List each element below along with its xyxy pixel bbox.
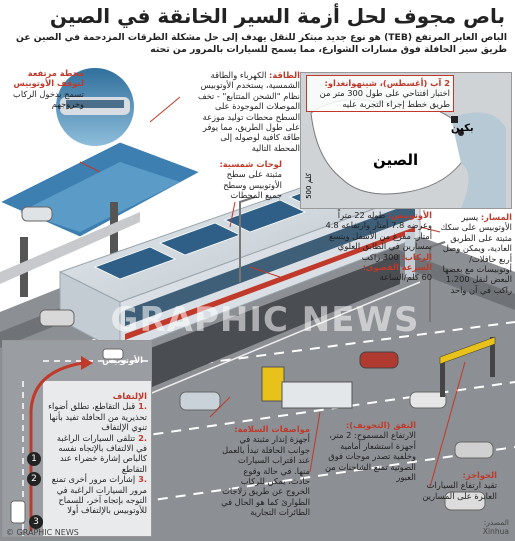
- speed-title: السرعة القصوى:: [362, 262, 432, 273]
- intro-text: الباص العابر المرتفع (TEB) هو نوع جديد مبتكر للنقل يهدف إلى حل مشكلة الطرقات المزدحمة في الصين عن طريق سير الحافلة فوق مسارات الشوارع، مما يسمح للسيارات بالمرور من تحته: [16, 32, 507, 55]
- bus-callout: [322, 210, 432, 283]
- solar-title: لوحات شمسية:: [219, 159, 282, 169]
- solar-body: مثبتة على سطح الأوتوبيس وسطح جميع المحطات: [223, 169, 282, 201]
- turn-step-2: .2 تتلقى السيارات الراغبة في الالتفاف بالإتجاه نفسه كالباص إشارة خضراء عند التقاطع: [56, 432, 147, 474]
- station-title: محطة مرتفعة لتوقف الأوتوبيس: [13, 68, 84, 89]
- inset-bus-label: الأوتوبيس: [102, 355, 143, 365]
- power-title: الطاقة:: [269, 70, 300, 80]
- barrier-title: الحواجز:: [462, 470, 497, 480]
- step-marker-3: 3: [29, 509, 43, 529]
- source-value: Xinhua: [482, 527, 509, 536]
- watermark: GRAPHIC NEWS: [110, 300, 420, 340]
- copyright-footer: © GRAPHIC NEWS: [6, 528, 79, 537]
- page-title: باص مجوف لحل أزمة السير الخانقة في الصين: [49, 4, 505, 28]
- safety-title: مواصفات السلامة:: [234, 424, 310, 434]
- track-title: المسار:: [480, 212, 512, 222]
- map-country-label: الصين: [373, 151, 419, 169]
- station-body: تسمح بدخول الركاب وخروجهم: [13, 88, 84, 110]
- test-body: اختبار افتتاحي على طول 300 متر من طريق خطط إجراء التجربة عليه: [319, 88, 450, 109]
- tunnel-body: الارتفاع المسموح: 2 متر، أجهزة استشعار أمامية وخلفية تصدر موجات فوق الصوتية تمنع الشاحنات من العبور: [324, 430, 416, 483]
- map-city-label: بكين: [451, 123, 474, 134]
- bus-body: طوله 22 متراً وعرضه 7.8 أمتار وارتفاعه 4.8 أمتار. مفرغ من الأسفل ويتسع بمسارين في الطابق العلوي: [325, 210, 432, 252]
- safety-callout: [220, 424, 310, 518]
- test-date: 2 آب (أغسطس)، شينهوانغداو:: [324, 78, 450, 88]
- tunnel-title: النفق (التجويف):: [345, 420, 416, 430]
- tunnel-callout: [320, 420, 416, 482]
- track-body: يسير الأوتوبيس على سكك مثبتة على الطريق العادية، ويمكن وصل أربع حافلات/أوتوبيسات مع بعضها البعض لنقل 1،200 راكب في آن واحد: [440, 212, 512, 295]
- barrier-body: تقيد ارتفاع السيارات العابرة على المسارين: [422, 480, 497, 501]
- safety-body: أجهزة إنذار مثبتة في جوانب الحافلة تبدأ بالعمل عند اقتراب السيارات منها. في حالة وقوع حادث، يمكن للركاب الخروج عن طريق زلاجات الطوارئ كما هو الحال في الطائرات التجارية: [221, 434, 310, 518]
- turning-inset: [2, 340, 152, 537]
- track-callout: [440, 212, 512, 295]
- turn-step-3: .3 إشارات مرور أخرى تمنع مرور السيارات الراغبة في التوجه بإتجاه آخر، للسماح للأوتوبيس بالإلتفاف أولا: [51, 474, 147, 516]
- riders-title: الركاب:: [401, 251, 432, 262]
- solar-callout: [210, 159, 282, 201]
- power-body: الكهرباء والطاقة الشمسية، يستخدم الأوتوبيس نظام "الشحن المتتابع" - تخف الموصلات الموجودة على السطح محطات توليد موزعة على طول الطريق، مما يوفر طاقة كافية لوصوله إلى المحطة التالية: [197, 70, 300, 153]
- source-credit: [483, 518, 509, 536]
- test-callout: [306, 75, 454, 112]
- riders-body: 300 راكب: [361, 251, 399, 262]
- power-callout: [196, 70, 300, 153]
- station-callout: [2, 68, 84, 110]
- turning-steps: [45, 391, 147, 516]
- speed-body: 60 كلم/الساعة: [379, 272, 432, 283]
- step-marker-2: 2: [27, 466, 41, 486]
- turn-title: الإلتفاف: [112, 391, 147, 401]
- bus-title: الأوتوبيس:: [387, 210, 432, 220]
- map-scale: 500 كلم: [305, 173, 313, 199]
- source-label: المصدر:: [483, 518, 509, 527]
- turn-step-1: .1 قبل التقاطع، تطلق أضواء تحذيرية من الحافلة تفيد بأنها تنوي الإلتفاف: [48, 401, 147, 433]
- barrier-callout: [415, 470, 497, 501]
- step-marker-1: 1: [27, 446, 41, 466]
